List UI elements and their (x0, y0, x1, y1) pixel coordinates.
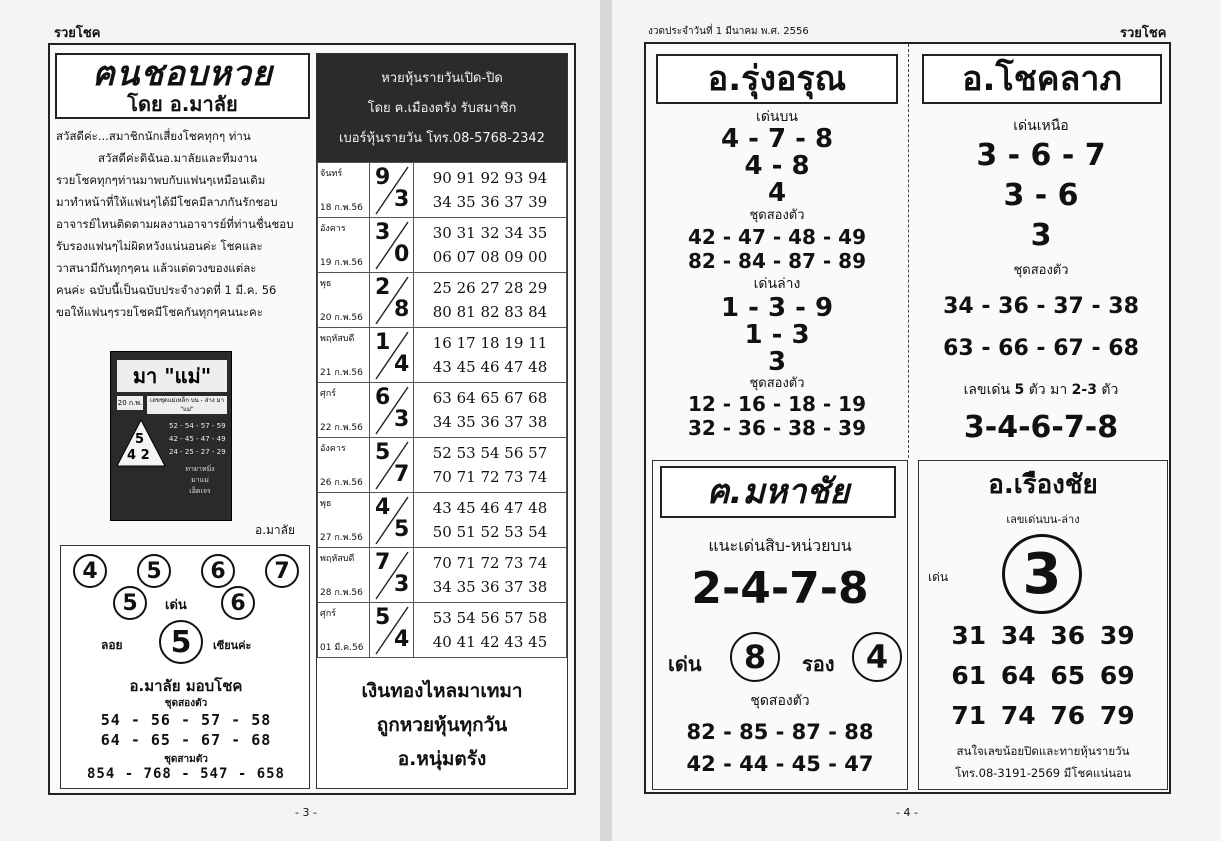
top-digit: 5 (375, 605, 391, 630)
stock-row (318, 218, 567, 273)
title-box (55, 53, 310, 119)
right-header-brand: รวยโชค (1120, 26, 1167, 41)
right-header-date: งวดประจำวันที่ 1 มีนาคม พ.ศ. 2556 (648, 26, 809, 37)
note-text: ตัว (1101, 382, 1119, 398)
digit-circle: 6 (201, 554, 235, 588)
stock-row (318, 438, 567, 493)
chok-lap-title-box (922, 54, 1162, 104)
number-line: 90 91 92 93 94 (432, 169, 548, 187)
stock-row (318, 603, 567, 658)
mahachai-two-label: ชุดสองตัว (750, 693, 810, 709)
footer-line: เงินทองไหลมาเทมา (361, 680, 523, 702)
stock-row (318, 163, 567, 218)
bottom-line: 1 - 3 (744, 320, 810, 350)
number-line: 43 45 46 47 48 (432, 358, 548, 376)
day-date: 19 ก.พ.56 (320, 258, 363, 268)
thumb-side-line: มาแม่ (191, 476, 209, 484)
three-digit-label: ชุดสามตัว (164, 754, 208, 765)
bottom-digit: 3 (394, 187, 410, 212)
intro-line: วาสนามีกันทุกๆคน แล้วแต่ดวงของแต่ละ (56, 261, 257, 275)
chok-lap-label: เด่นเหนือ (1013, 118, 1069, 134)
thumb-tri-bottom: 4 2 (127, 448, 150, 463)
den-label: เด่น (668, 652, 702, 676)
bottom-two-row: 12 - 16 - 18 - 19 (687, 392, 866, 416)
number-line: 63 64 65 67 68 (432, 389, 548, 407)
bottom-digit: 3 (394, 572, 410, 597)
left-page (0, 0, 600, 841)
column-byline: โดย อ.มาลัย (127, 92, 238, 116)
pick-box (60, 545, 310, 789)
intro-text (56, 125, 310, 323)
rueang-chai-contact (918, 740, 1168, 784)
rueang-chai-row: 71 74 76 79 (951, 701, 1135, 730)
top-digit: 4 (375, 495, 391, 520)
top-digit: 5 (375, 440, 391, 465)
top-digit: 6 (375, 385, 391, 410)
intro-line: ขอให้แฟนๆรวยโชคมีโชคกันทุกๆคนนะคะ (56, 305, 263, 319)
bottom-line: 3 (767, 347, 787, 377)
day-date: 27 ก.พ.56 (320, 533, 363, 543)
top-two-row: 42 - 47 - 48 - 49 (687, 225, 866, 249)
number-line: 43 45 46 47 48 (432, 499, 548, 517)
intro-line: สวัสดีค่ะดิฉันอ.มาลัยและทีมงาน (98, 151, 258, 165)
mid-label: เด่น (165, 598, 187, 613)
stock-row (318, 493, 567, 548)
thumb-side-line: ทายาทมิ่ง (185, 465, 215, 473)
day-cell (318, 273, 370, 328)
chok-lap-content (910, 116, 1172, 446)
digit-cell (370, 548, 414, 603)
day-name: อังคาร (320, 444, 346, 454)
day-cell (318, 383, 370, 438)
top-digit: 9 (375, 165, 391, 190)
three-digit-row: 854 - 768 - 547 - 658 (86, 766, 285, 782)
top-line: 4 - 7 - 8 (720, 124, 834, 154)
number-line: 50 51 52 53 54 (432, 523, 548, 541)
column-title: ฅนชอบหวย (92, 54, 273, 94)
bottom-digit: 4 (394, 627, 410, 652)
day-cell (318, 493, 370, 548)
contact-line: สนใจเลขน้อยปิดและทายหุ้นรายวัน (956, 744, 1130, 758)
thumb-row: 52 - 54 - 57 - 59 (169, 422, 226, 430)
rung-arun-title-box (656, 54, 898, 104)
stock-results-table (317, 162, 567, 658)
stock-lottery-column (316, 53, 568, 789)
rung-arun-content (646, 108, 908, 440)
stock-header-line: เบอร์หุ้นรายวัน โทร.08-5768-2342 (339, 131, 545, 146)
number-line: 70 71 72 73 74 (432, 468, 548, 486)
day-cell (318, 163, 370, 218)
rueang-chai-rows (918, 616, 1168, 736)
day-cell (318, 438, 370, 493)
day-date: 01 มี.ค.56 (320, 643, 364, 653)
thumb-rows (169, 420, 231, 459)
day-name: พุธ (320, 279, 332, 289)
numbers-cell (414, 438, 567, 493)
number-line: 25 26 27 28 29 (432, 279, 548, 297)
day-name: พุธ (320, 499, 332, 509)
chok-lap-two-row: 63 - 66 - 67 - 68 (943, 336, 1139, 361)
digit-cell (370, 273, 414, 328)
day-date: 22 ก.พ.56 (320, 423, 363, 433)
thumb-tri-top: 5 (135, 432, 145, 447)
thumb-row: 42 - 45 - 47 - 49 (169, 435, 226, 443)
left-page-frame (48, 43, 576, 795)
number-line: 34 35 36 37 38 (432, 578, 548, 596)
intro-line: คนค่ะ ฉบับนี้เป็นฉบับประจำงวดที่ 1 มี.ค. 56 (56, 283, 277, 297)
numbers-cell (414, 548, 567, 603)
chok-lap-two-label: ชุดสองตัว (1013, 263, 1069, 278)
digit-circle: 5 (113, 586, 147, 620)
top-digit-row (73, 554, 299, 588)
divider (908, 44, 909, 458)
bottom-two-row: 32 - 36 - 38 - 39 (687, 416, 866, 440)
rung-arun-title: อ.รุ่งอรุณ (707, 59, 847, 99)
two-digit-row: 64 - 65 - 67 - 68 (100, 731, 272, 749)
number-line: 30 31 32 34 35 (432, 224, 548, 242)
loy-label: ลอย (101, 638, 123, 652)
rueang-chai-row: 31 34 36 39 (951, 621, 1135, 650)
right-page-frame (644, 42, 1171, 794)
rueang-chai-label: เลขเด่นบน-ล่าง (1006, 513, 1080, 526)
thumb-row: 24 - 25 - 27 - 29 (169, 448, 226, 456)
day-date: 21 ก.พ.56 (320, 368, 363, 378)
day-name: ศุกร์ (320, 609, 336, 619)
intro-line: สวัสดีค่ะ...สมาชิกนักเสี่ยงโชคทุกๆ ท่าน (56, 129, 251, 143)
chok-lap-line: 3 - 6 (1003, 178, 1079, 213)
number-line: 06 07 08 09 00 (432, 248, 548, 266)
chok-lap-title: อ.โชคลาภ (962, 59, 1122, 99)
number-line: 53 54 56 57 58 (432, 609, 548, 627)
digit-cell (370, 603, 414, 658)
bottom-label: เด่นล่าง (753, 276, 801, 292)
top-two-label: ชุดสองตัว (749, 208, 805, 223)
bottom-digit: 8 (394, 297, 410, 322)
numbers-cell (414, 328, 567, 383)
bottom-two-label: ชุดสองตัว (749, 376, 805, 391)
loy-suffix: เซียนค่ะ (213, 639, 252, 652)
day-name: ศุกร์ (320, 389, 336, 399)
intro-line: รับรองแฟนๆไม่ผิดหวังแน่นอนค่ะ โชคและ (56, 239, 263, 253)
right-page (612, 0, 1221, 841)
mahachai-label: แนะเด่นสิบ-หน่วยบน (708, 536, 852, 555)
top-label: เด่นบน (756, 109, 798, 125)
stock-row (318, 383, 567, 438)
footer-line: ถูกหวยหุ้นทุกวัน (376, 714, 508, 736)
rong-circle: 4 (852, 632, 902, 682)
numbers-cell (414, 273, 567, 328)
intro-line: รวยโชคทุกๆท่านมาพบกับแฟนๆเหมือนเดิม (56, 173, 266, 187)
numbers-cell (414, 163, 567, 218)
thumb-header: มา "แม่" (117, 360, 227, 392)
bottom-digit: 4 (394, 352, 410, 377)
thumb-date: 20 ก.พ. (117, 396, 143, 410)
digit-cell (370, 218, 414, 273)
two-digit-row: 54 - 56 - 57 - 58 (100, 711, 272, 729)
stock-footer (317, 674, 567, 776)
day-date: 18 ก.พ.56 (320, 203, 363, 213)
numbers-cell (414, 493, 567, 548)
number-line: 16 17 18 19 11 (432, 334, 548, 352)
thumb-sub: เลขชุดแม่เหล็ก บน - ล่าง มา "แม่" (147, 396, 227, 414)
rueang-chai-circle: 3 (1002, 534, 1082, 614)
chok-lap-line: 3 - 6 - 7 (976, 138, 1106, 173)
day-date: 26 ก.พ.56 (320, 478, 363, 488)
day-name: พฤหัสบดี (320, 554, 355, 564)
thumb-triangle (115, 418, 167, 468)
day-name: จันทร์ (320, 169, 343, 179)
digit-cell (370, 163, 414, 218)
mahachai-two-row: 82 - 85 - 87 - 88 (686, 720, 874, 744)
stock-header (317, 54, 567, 162)
digit-circle: 4 (73, 554, 107, 588)
bottom-line: 1 - 3 - 9 (720, 293, 834, 323)
thumb-side-line: เอ็ดเจร (189, 487, 211, 495)
chok-lap-line: 3 (1030, 218, 1052, 253)
rong-label: รอง (802, 652, 835, 676)
intro-line: มาทำหน้าที่ให้แฟนๆได้มีโชคมีลาภกันรักชอบ (56, 195, 278, 209)
two-digit-label: ชุดสองตัว (164, 698, 208, 709)
right-page-number: - 4 - (896, 806, 918, 819)
rueang-chai-title: อ.เรืองชัย (988, 470, 1098, 500)
mahachai-title: ฅ.มหาชัย (706, 472, 850, 512)
footer-line: อ.หนุ่มตรัง (397, 748, 487, 770)
thumbnail-image (110, 351, 232, 521)
mahachai-two-row: 42 - 44 - 45 - 47 (686, 752, 874, 776)
top-digit: 2 (375, 275, 391, 300)
chok-lap-note (910, 370, 1172, 410)
day-date: 28 ก.พ.56 (320, 588, 363, 598)
digit-cell (370, 493, 414, 548)
day-cell (318, 603, 370, 658)
bottom-digit: 3 (394, 407, 410, 432)
mahachai-two-rows (652, 716, 908, 780)
top-line: 4 - 8 (744, 151, 810, 181)
day-name: พฤหัสบดี (320, 334, 355, 344)
signature: อ.มาลัย (255, 523, 296, 537)
day-cell (318, 218, 370, 273)
top-digit: 1 (375, 330, 391, 355)
thumb-side (171, 464, 229, 497)
rueang-chai-row: 61 64 65 69 (951, 661, 1135, 690)
mahachai-title-box (660, 466, 896, 518)
den-circle: 8 (730, 632, 780, 682)
stock-header-line: หวยหุ้นรายวันเปิด-ปิด (381, 71, 503, 86)
day-name: อังคาร (320, 224, 346, 234)
stock-header-line: โดย ฅ.เมืองตรัง รับสมาชิก (367, 101, 517, 116)
note-text: ตัว มา (1028, 382, 1068, 398)
top-digit: 7 (375, 550, 391, 575)
bottom-digit: 5 (394, 517, 410, 542)
note-text: เลขเด่น (963, 382, 1011, 398)
chok-lap-big: 3-4-6-7-8 (963, 410, 1119, 445)
numbers-cell (414, 603, 567, 658)
digit-circle: 7 (265, 554, 299, 588)
stock-row (318, 328, 567, 383)
loy-circle: 5 (159, 620, 203, 664)
number-line: 40 41 42 43 45 (432, 633, 548, 651)
stock-row (318, 548, 567, 603)
number-line: 52 53 54 56 57 (432, 444, 548, 462)
contact-line: โทร.08-3191-2569 มีโชคแน่นอน (955, 766, 1131, 780)
number-line: 80 81 82 83 84 (432, 303, 548, 321)
number-line: 34 35 36 37 39 (432, 193, 548, 211)
left-header-brand: รวยโชค (54, 26, 101, 41)
bottom-digit: 0 (394, 242, 410, 267)
numbers-cell (414, 383, 567, 438)
intro-line: อาจารย์ไหนติดตามผลงานอาจารย์ที่ท่านชื่นชอบ (56, 217, 294, 231)
day-date: 20 ก.พ.56 (320, 313, 363, 323)
digit-circle: 6 (221, 586, 255, 620)
top-two-row: 82 - 84 - 87 - 89 (687, 249, 866, 273)
mahachai-big: 2-4-7-8 (691, 563, 869, 614)
left-page-number: - 3 - (295, 806, 317, 819)
digit-cell (370, 383, 414, 438)
top-line: 4 (767, 178, 787, 208)
day-cell (318, 548, 370, 603)
number-line: 70 71 72 73 74 (432, 554, 548, 572)
digit-cell (370, 328, 414, 383)
pick-author: อ.มาลัย มอบโชค (129, 677, 243, 695)
day-cell (318, 328, 370, 383)
note-number: 2-3 (1071, 382, 1097, 398)
stock-row (318, 273, 567, 328)
rueang-chai-den-label: เด่น (928, 570, 949, 584)
number-line: 34 35 36 37 38 (432, 413, 548, 431)
two-digit-rows (61, 710, 311, 750)
top-digit: 3 (375, 220, 391, 245)
bottom-digit: 7 (394, 462, 410, 487)
digit-circle: 5 (137, 554, 171, 588)
digit-cell (370, 438, 414, 493)
note-number: 5 (1014, 382, 1025, 398)
chok-lap-two-row: 34 - 36 - 37 - 38 (943, 294, 1139, 319)
numbers-cell (414, 218, 567, 273)
